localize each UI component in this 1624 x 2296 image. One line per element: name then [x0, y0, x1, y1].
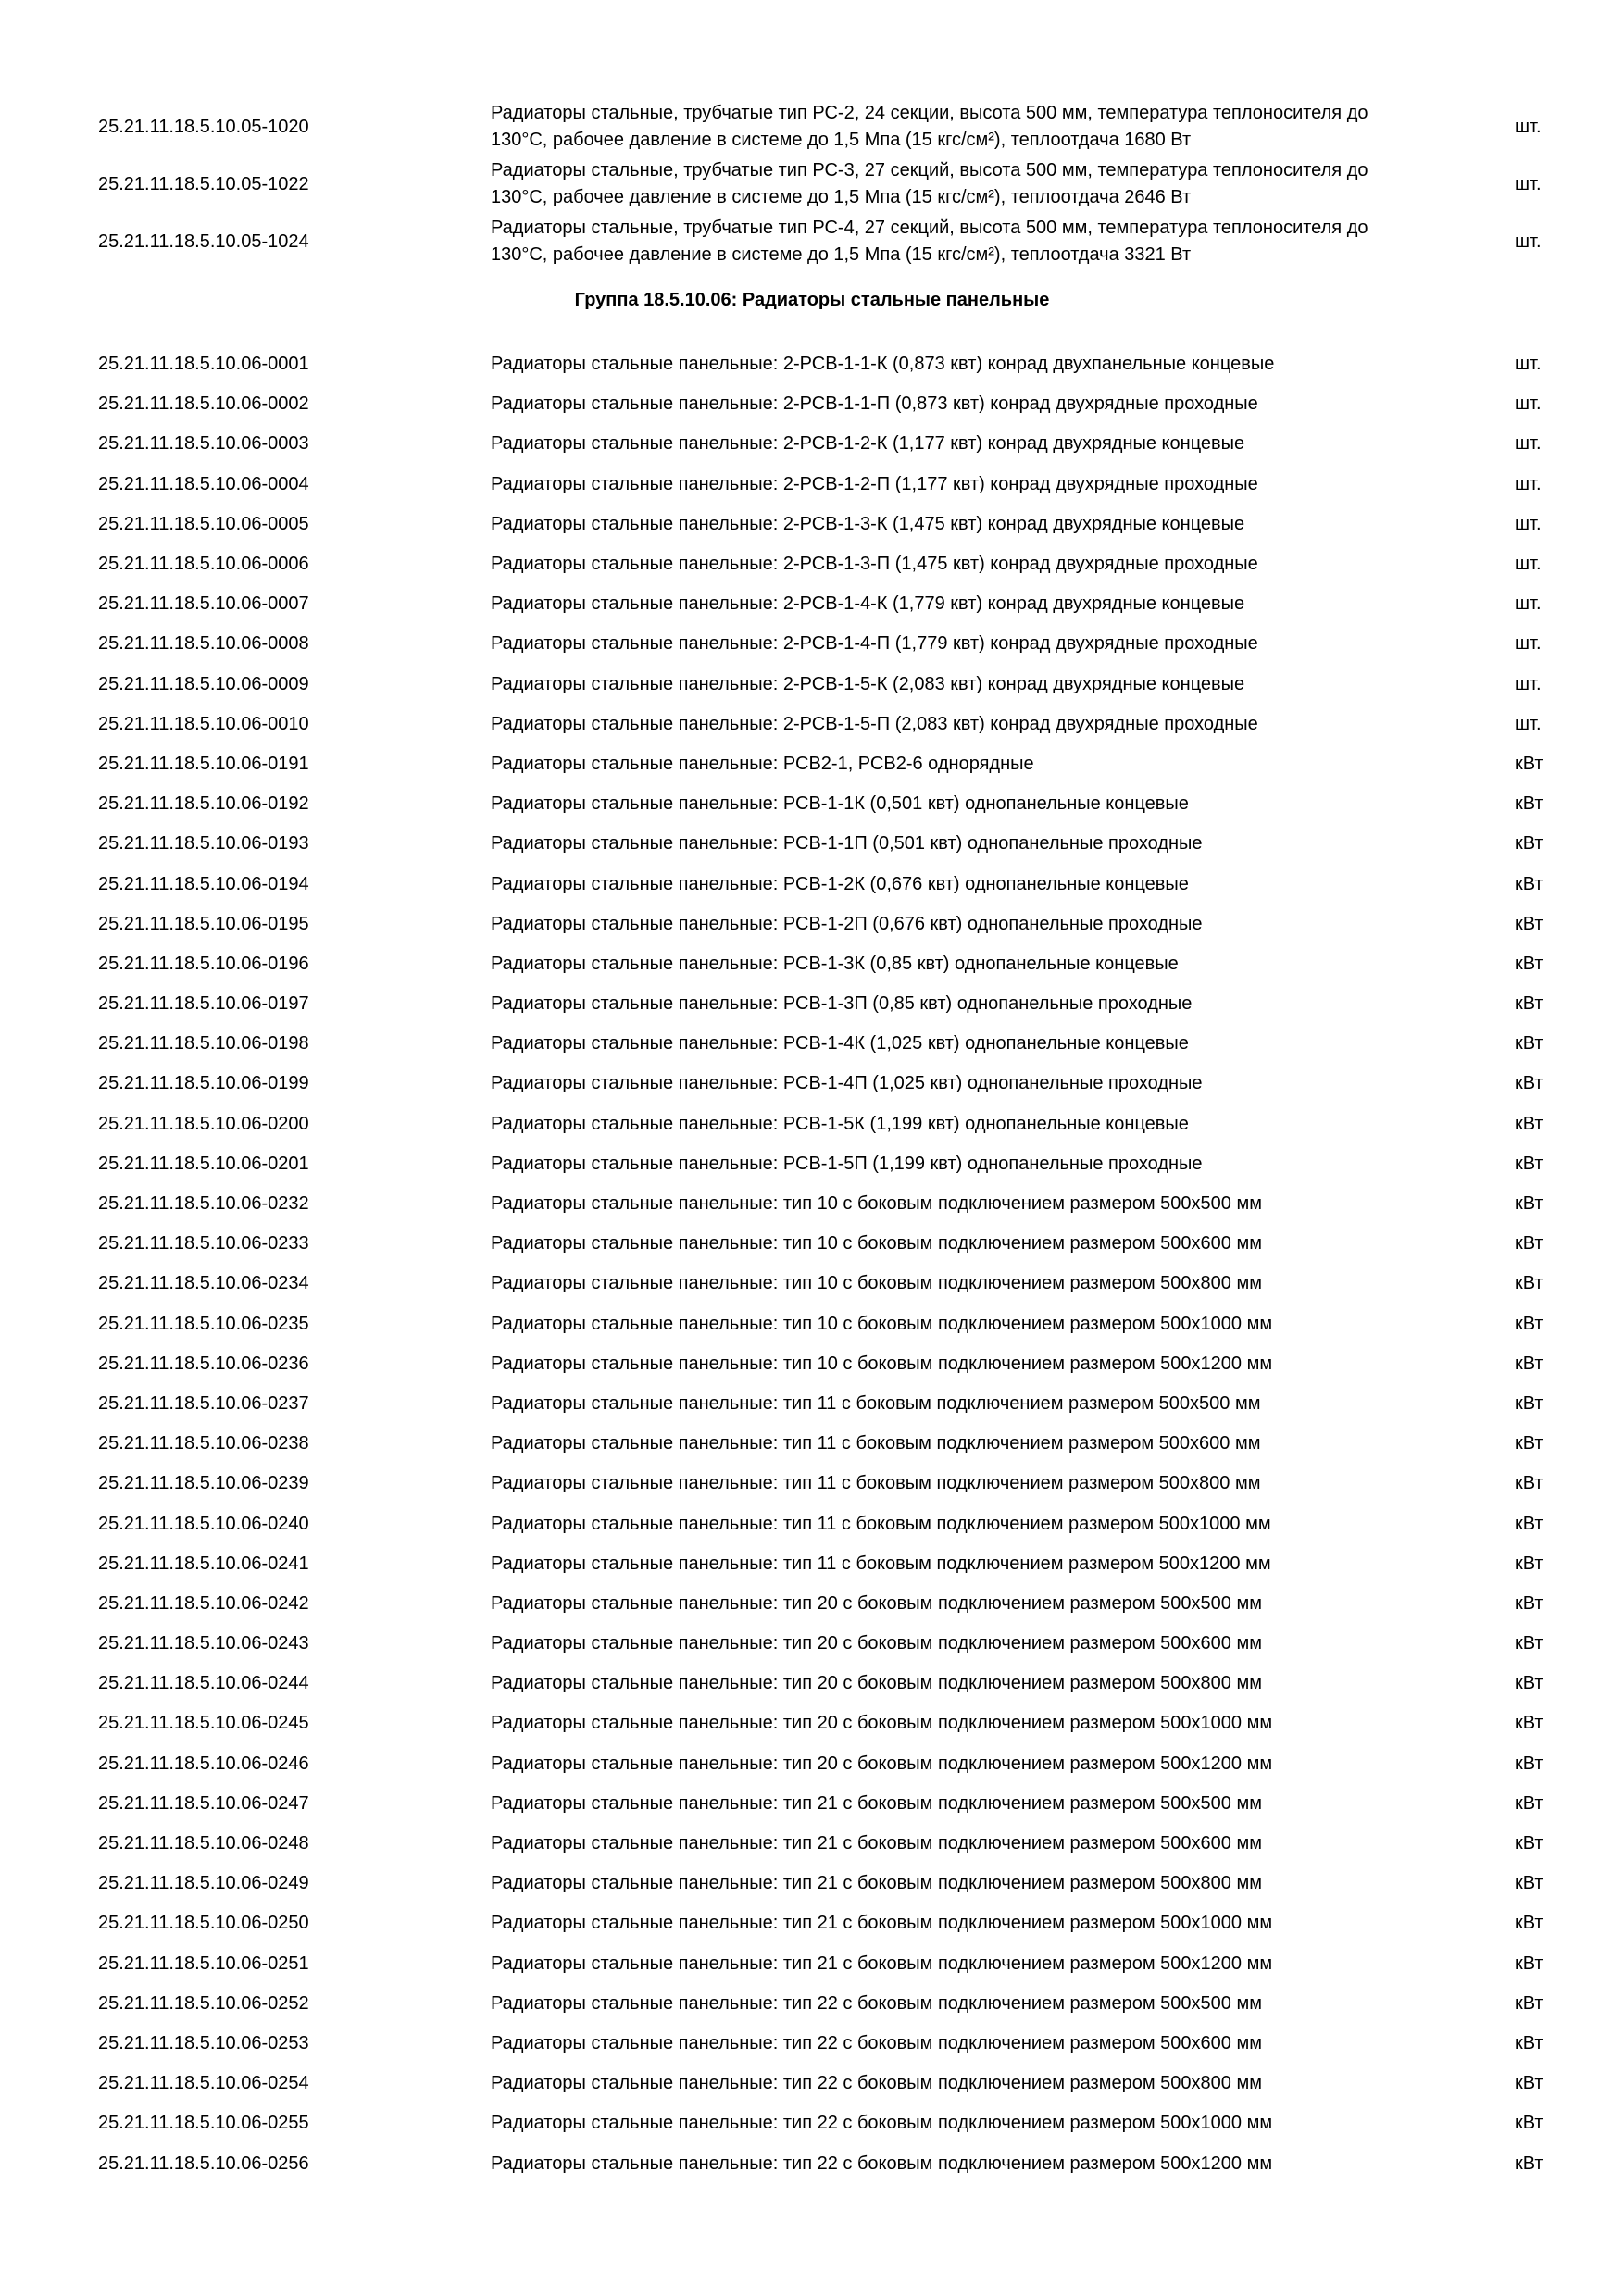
item-unit: кВт [1515, 1193, 1543, 1215]
item-description: Радиаторы стальные панельные: 2-РСВ-1-1-К (0,873 квт) конрад двухпанельные концевые [491, 354, 1275, 375]
item-description [394, 215, 1450, 268]
item-code: 25.21.11.18.5.10.06-0006 [98, 554, 309, 575]
item-description: Радиаторы стальные панельные: тип 10 с боковым подключением размером 500х1200 мм [491, 1353, 1273, 1374]
item-code: 25.21.11.18.5.10.05-1024 [98, 231, 309, 252]
table-row [0, 1703, 1624, 1743]
item-description: Радиаторы стальные панельные: тип 22 с боковым подключением размером 500х600 мм [491, 2032, 1262, 2053]
item-description: Радиаторы стальные панельные: 2-РСВ-1-5-К (2,083 квт) конрад двухрядные концевые [491, 673, 1245, 694]
item-list [0, 344, 1624, 2184]
table-row [0, 584, 1624, 624]
table-row [0, 1064, 1624, 1104]
item-code: 25.21.11.18.5.10.06-0251 [98, 1953, 309, 1974]
item-unit: шт. [1515, 713, 1542, 734]
item-code: 25.21.11.18.5.10.06-0246 [98, 1753, 309, 1774]
table-row [0, 1344, 1624, 1384]
item-code: 25.21.11.18.5.10.06-0003 [98, 433, 309, 455]
table-row [0, 1464, 1624, 1504]
item-description: Радиаторы стальные панельные: тип 10 с боковым подключением размером 500х600 мм [491, 1233, 1262, 1254]
table-row [0, 705, 1624, 744]
item-unit: шт. [1515, 554, 1542, 575]
item-code: 25.21.11.18.5.10.06-0192 [98, 793, 309, 815]
item-description: Радиаторы стальные панельные: РСВ-1-4П (1,025 квт) однопанельные проходные [491, 1073, 1203, 1094]
table-row [0, 1984, 1624, 2024]
item-description: Радиаторы стальные панельные: РСВ-1-5П (1,199 квт) однопанельные проходные [491, 1153, 1203, 1174]
table-row [0, 98, 1624, 156]
item-unit: кВт [1515, 1713, 1543, 1734]
table-row [0, 505, 1624, 544]
item-description: Радиаторы стальные панельные: тип 11 с боковым подключением размером 500х1200 мм [491, 1553, 1271, 1574]
item-description: Радиаторы стальные панельные: тип 20 с боковым подключением размером 500х800 мм [491, 1673, 1262, 1694]
item-description-line-2: 130°С, рабочее давление в системе до 1,5 Мпа (15 кгс/см²), теплоотдача 1680 Вт [491, 130, 1192, 150]
item-unit: кВт [1515, 1913, 1543, 1934]
item-code: 25.21.11.18.5.10.06-0200 [98, 1113, 309, 1134]
table-row [0, 864, 1624, 904]
item-code: 25.21.11.18.5.10.06-0199 [98, 1073, 309, 1094]
item-code: 25.21.11.18.5.10.06-0240 [98, 1513, 309, 1534]
item-code: 25.21.11.18.5.10.06-0191 [98, 753, 309, 774]
table-row [0, 1584, 1624, 1624]
item-description: Радиаторы стальные панельные: тип 21 с боковым подключением размером 500х1000 мм [491, 1913, 1273, 1934]
item-unit: кВт [1515, 1273, 1543, 1294]
item-code: 25.21.11.18.5.10.06-0249 [98, 1873, 309, 1894]
item-unit: шт. [1515, 354, 1542, 375]
item-description: Радиаторы стальные панельные: тип 21 с боковым подключением размером 500х800 мм [491, 1873, 1262, 1894]
table-row [0, 824, 1624, 864]
table-row [0, 465, 1624, 505]
item-code: 25.21.11.18.5.10.06-0239 [98, 1473, 309, 1494]
item-description-line-1: Радиаторы стальные, трубчатые тип РС-2, 24 секции, высота 500 мм, температура теплоносителя до [491, 103, 1368, 123]
item-unit: кВт [1515, 2073, 1543, 2094]
item-description: Радиаторы стальные панельные: тип 22 с боковым подключением размером 500х800 мм [491, 2073, 1262, 2094]
table-row [0, 905, 1624, 944]
item-description: Радиаторы стальные панельные: тип 11 с боковым подключением размером 500х800 мм [491, 1473, 1261, 1494]
item-code: 25.21.11.18.5.10.06-0241 [98, 1553, 309, 1574]
table-row [0, 1744, 1624, 1784]
table-row [0, 2064, 1624, 2103]
item-unit: кВт [1515, 1353, 1543, 1374]
item-code: 25.21.11.18.5.10.06-0244 [98, 1673, 309, 1694]
item-description: Радиаторы стальные панельные: 2-РСВ-1-2-П (1,177 квт) конрад двухрядные проходные [491, 473, 1258, 494]
item-description: Радиаторы стальные панельные: 2-РСВ-1-4-П (1,779 квт) конрад двухрядные проходные [491, 633, 1258, 655]
item-unit: кВт [1515, 1392, 1543, 1414]
item-unit: кВт [1515, 1473, 1543, 1494]
table-row [0, 1504, 1624, 1543]
item-unit: кВт [1515, 1233, 1543, 1254]
item-description: Радиаторы стальные панельные: 2-РСВ-1-3-К (1,475 квт) конрад двухрядные концевые [491, 513, 1245, 534]
item-code: 25.21.11.18.5.10.06-0010 [98, 713, 309, 734]
item-description: Радиаторы стальные панельные: РСВ-1-1П (0,501 квт) однопанельные проходные [491, 833, 1203, 855]
item-code: 25.21.11.18.5.10.06-0005 [98, 513, 309, 534]
item-code: 25.21.11.18.5.10.06-0008 [98, 633, 309, 655]
table-row [0, 1224, 1624, 1264]
item-unit: кВт [1515, 1553, 1543, 1574]
item-code: 25.21.11.18.5.10.06-0242 [98, 1592, 309, 1614]
item-unit: кВт [1515, 1033, 1543, 1054]
item-description: Радиаторы стальные панельные: 2-РСВ-1-5-П (2,083 квт) конрад двухрядные проходные [491, 713, 1258, 734]
item-unit: шт. [1515, 473, 1542, 494]
table-row [0, 1264, 1624, 1304]
item-code: 25.21.11.18.5.10.06-0198 [98, 1033, 309, 1054]
item-description: Радиаторы стальные панельные: 2-РСВ-1-2-К (1,177 квт) конрад двухрядные концевые [491, 433, 1245, 455]
item-unit: кВт [1515, 1113, 1543, 1134]
table-row [0, 784, 1624, 824]
item-description: Радиаторы стальные панельные: тип 20 с боковым подключением размером 500х600 мм [491, 1633, 1262, 1654]
item-description: Радиаторы стальные панельные: тип 20 с боковым подключением размером 500х500 мм [491, 1592, 1262, 1614]
item-unit: шт. [1515, 173, 1542, 194]
item-code: 25.21.11.18.5.10.06-0247 [98, 1792, 309, 1814]
item-unit: шт. [1515, 593, 1542, 615]
item-description: Радиаторы стальные панельные: тип 21 с боковым подключением размером 500х1200 мм [491, 1953, 1273, 1974]
item-unit: кВт [1515, 2152, 1543, 2174]
item-description: Радиаторы стальные панельные: тип 22 с боковым подключением размером 500х500 мм [491, 1992, 1262, 2014]
item-unit: кВт [1515, 1792, 1543, 1814]
item-code: 25.21.11.18.5.10.06-0197 [98, 993, 309, 1015]
item-code: 25.21.11.18.5.10.06-0007 [98, 593, 309, 615]
item-code: 25.21.11.18.5.10.06-0001 [98, 354, 309, 375]
item-code: 25.21.11.18.5.10.06-0194 [98, 873, 309, 894]
table-row [0, 544, 1624, 584]
item-description: Радиаторы стальные панельные: тип 11 с боковым подключением размером 500х600 мм [491, 1433, 1261, 1454]
item-description-line-1: Радиаторы стальные, трубчатые тип РС-3, 27 секций, высота 500 мм, температура теплоносителя до [491, 160, 1368, 181]
item-description: Радиаторы стальные панельные: тип 22 с боковым подключением размером 500х1000 мм [491, 2113, 1273, 2134]
item-description: Радиаторы стальные панельные: тип 10 с боковым подключением размером 500х800 мм [491, 1273, 1262, 1294]
item-description: Радиаторы стальные панельные: тип 10 с боковым подключением размером 500х1000 мм [491, 1313, 1273, 1334]
item-unit: кВт [1515, 2113, 1543, 2134]
item-unit: кВт [1515, 953, 1543, 974]
item-code: 25.21.11.18.5.10.06-0254 [98, 2073, 309, 2094]
item-unit: кВт [1515, 1953, 1543, 1974]
table-row [0, 1304, 1624, 1344]
item-description: Радиаторы стальные панельные: РСВ-1-4К (1,025 квт) однопанельные концевые [491, 1033, 1189, 1054]
item-code: 25.21.11.18.5.10.06-0004 [98, 473, 309, 494]
item-description: Радиаторы стальные панельные: РСВ2-1, РСВ2-6 однорядные [491, 753, 1034, 774]
item-description-line-1: Радиаторы стальные, трубчатые тип РС-4, 27 секций, высота 500 мм, температура теплоносителя до [491, 218, 1368, 238]
table-row [0, 1104, 1624, 1144]
item-unit: кВт [1515, 1873, 1543, 1894]
item-unit: кВт [1515, 1313, 1543, 1334]
item-code: 25.21.11.18.5.10.06-0201 [98, 1153, 309, 1174]
item-code: 25.21.11.18.5.10.06-0009 [98, 673, 309, 694]
item-description: Радиаторы стальные панельные: РСВ-1-1К (0,501 квт) однопанельные концевые [491, 793, 1189, 815]
item-code: 25.21.11.18.5.10.06-0237 [98, 1392, 309, 1414]
table-row [0, 384, 1624, 424]
item-description: Радиаторы стальные панельные: РСВ-1-3К (0,85 квт) однопанельные концевые [491, 953, 1179, 974]
item-description-line-2: 130°С, рабочее давление в системе до 1,5 Мпа (15 кгс/см²), теплоотдача 3321 Вт [491, 244, 1192, 265]
table-row [0, 1903, 1624, 1943]
item-code: 25.21.11.18.5.10.06-0248 [98, 1833, 309, 1854]
item-code: 25.21.11.18.5.10.05-1022 [98, 173, 309, 194]
table-row [0, 1664, 1624, 1703]
item-unit: кВт [1515, 1433, 1543, 1454]
item-code: 25.21.11.18.5.10.06-0233 [98, 1233, 309, 1254]
table-row [0, 1024, 1624, 1064]
table-row [0, 2143, 1624, 2183]
item-code: 25.21.11.18.5.10.06-0234 [98, 1273, 309, 1294]
item-description [394, 157, 1450, 211]
table-row [0, 156, 1624, 213]
item-code: 25.21.11.18.5.10.06-0002 [98, 393, 309, 415]
table-row [0, 424, 1624, 464]
item-unit: кВт [1515, 873, 1543, 894]
table-row [0, 1424, 1624, 1464]
table-row [0, 1384, 1624, 1424]
table-row [0, 1944, 1624, 1984]
table-row [0, 1184, 1624, 1224]
item-description: Радиаторы стальные панельные: тип 11 с боковым подключением размером 500х1000 мм [491, 1513, 1271, 1534]
table-row [0, 2103, 1624, 2143]
item-unit: кВт [1515, 1753, 1543, 1774]
table-row [0, 213, 1624, 270]
item-unit: кВт [1515, 1673, 1543, 1694]
item-unit: шт. [1515, 433, 1542, 455]
item-unit: кВт [1515, 913, 1543, 934]
item-description: Радиаторы стальные панельные: тип 10 с боковым подключением размером 500х500 мм [491, 1193, 1262, 1215]
item-description: Радиаторы стальные панельные: тип 11 с боковым подключением размером 500х500 мм [491, 1392, 1261, 1414]
item-description: Радиаторы стальные панельные: РСВ-1-3П (0,85 квт) однопанельные проходные [491, 993, 1193, 1015]
table-row [0, 744, 1624, 784]
item-code: 25.21.11.18.5.10.06-0256 [98, 2152, 309, 2174]
item-code: 25.21.11.18.5.10.06-0255 [98, 2113, 309, 2134]
item-unit: шт. [1515, 393, 1542, 415]
item-unit: кВт [1515, 993, 1543, 1015]
item-description [394, 100, 1450, 154]
item-unit: кВт [1515, 1992, 1543, 2014]
item-code: 25.21.11.18.5.10.06-0243 [98, 1633, 309, 1654]
item-code: 25.21.11.18.5.10.06-0235 [98, 1313, 309, 1334]
item-unit: кВт [1515, 1592, 1543, 1614]
top-item-list [0, 98, 1624, 270]
item-description: Радиаторы стальные панельные: 2-РСВ-1-4-К (1,779 квт) конрад двухрядные концевые [491, 593, 1245, 615]
table-row [0, 1864, 1624, 1903]
item-code: 25.21.11.18.5.10.06-0196 [98, 953, 309, 974]
item-unit: кВт [1515, 793, 1543, 815]
item-unit: шт. [1515, 673, 1542, 694]
item-unit: кВт [1515, 833, 1543, 855]
item-code: 25.21.11.18.5.10.06-0253 [98, 2032, 309, 2053]
item-unit: кВт [1515, 2032, 1543, 2053]
item-code: 25.21.11.18.5.10.06-0245 [98, 1713, 309, 1734]
item-unit: шт. [1515, 231, 1542, 252]
table-row [0, 665, 1624, 705]
table-row [0, 344, 1624, 384]
item-unit: кВт [1515, 1633, 1543, 1654]
item-description: Радиаторы стальные панельные: РСВ-1-2П (0,676 квт) однопанельные проходные [491, 913, 1203, 934]
table-row [0, 1144, 1624, 1184]
item-unit: кВт [1515, 1073, 1543, 1094]
group-heading: Группа 18.5.10.06: Радиаторы стальные панельные [574, 290, 1050, 310]
item-unit: кВт [1515, 753, 1543, 774]
item-description-line-2: 130°С, рабочее давление в системе до 1,5 Мпа (15 кгс/см²), теплоотдача 2646 Вт [491, 187, 1192, 207]
item-unit: шт. [1515, 633, 1542, 655]
item-description: Радиаторы стальные панельные: РСВ-1-5К (1,199 квт) однопанельные концевые [491, 1113, 1189, 1134]
item-unit: шт. [1515, 513, 1542, 534]
table-row [0, 1784, 1624, 1824]
item-description: Радиаторы стальные панельные: тип 20 с боковым подключением размером 500х1200 мм [491, 1753, 1273, 1774]
item-code: 25.21.11.18.5.10.06-0232 [98, 1193, 309, 1215]
item-description: Радиаторы стальные панельные: тип 21 с боковым подключением размером 500х500 мм [491, 1792, 1262, 1814]
table-row [0, 944, 1624, 984]
table-row [0, 1824, 1624, 1864]
item-code: 25.21.11.18.5.10.06-0236 [98, 1353, 309, 1374]
item-description: Радиаторы стальные панельные: 2-РСВ-1-1-П (0,873 квт) конрад двухрядные проходные [491, 393, 1258, 415]
item-code: 25.21.11.18.5.10.06-0195 [98, 913, 309, 934]
item-unit: кВт [1515, 1153, 1543, 1174]
item-code: 25.21.11.18.5.10.06-0238 [98, 1433, 309, 1454]
table-row [0, 1624, 1624, 1664]
item-description: Радиаторы стальные панельные: тип 20 с боковым подключением размером 500х1000 мм [491, 1713, 1273, 1734]
table-row [0, 1544, 1624, 1584]
item-unit: кВт [1515, 1833, 1543, 1854]
table-row [0, 2024, 1624, 2064]
table-row [0, 984, 1624, 1024]
item-code: 25.21.11.18.5.10.06-0250 [98, 1913, 309, 1934]
item-unit: шт. [1515, 116, 1542, 137]
item-description: Радиаторы стальные панельные: РСВ-1-2К (0,676 квт) однопанельные концевые [491, 873, 1189, 894]
table-row [0, 624, 1624, 664]
item-unit: кВт [1515, 1513, 1543, 1534]
item-code: 25.21.11.18.5.10.05-1020 [98, 116, 309, 137]
item-description: Радиаторы стальные панельные: 2-РСВ-1-3-П (1,475 квт) конрад двухрядные проходные [491, 554, 1258, 575]
item-code: 25.21.11.18.5.10.06-0193 [98, 833, 309, 855]
item-code: 25.21.11.18.5.10.06-0252 [98, 1992, 309, 2014]
item-description: Радиаторы стальные панельные: тип 22 с боковым подключением размером 500х1200 мм [491, 2152, 1273, 2174]
item-description: Радиаторы стальные панельные: тип 21 с боковым подключением размером 500х600 мм [491, 1833, 1262, 1854]
